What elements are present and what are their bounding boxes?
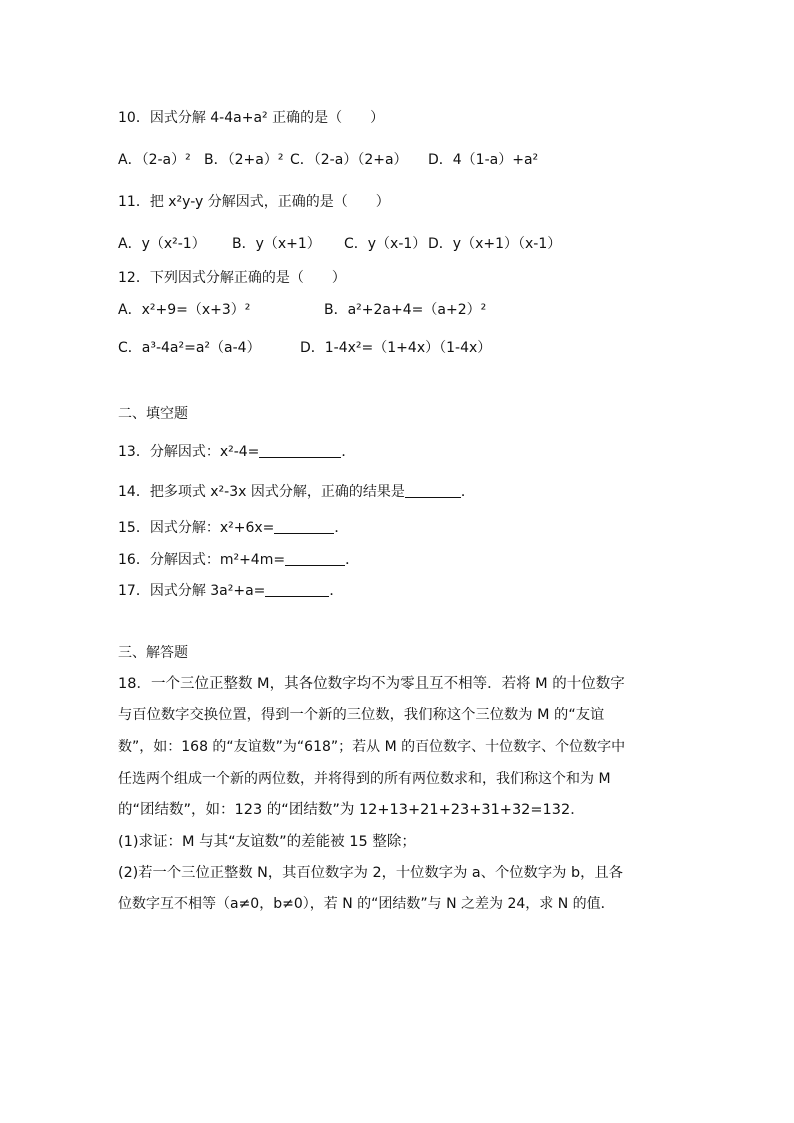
- question-18-line-5: 的“团结数”，如：123 的“团结数”为 12+13+21+23+31+32=132．: [118, 802, 585, 818]
- answer-blank: [285, 551, 345, 566]
- question-10-stem: 10．因式分解 4-4a+a² 正确的是（ ）: [118, 110, 385, 126]
- question-13-text: 13．分解因式：x²-4=: [118, 444, 260, 460]
- question-18-line-2: 与百位数字交换位置，得到一个新的三位数，我们称这个三位数为 M 的“友谊: [118, 707, 605, 723]
- question-18-line-3: 数”，如：168 的“友谊数”为“618”；若从 M 的百位数字、十位数字、个位数字中: [118, 739, 626, 755]
- question-14: [118, 482, 475, 502]
- question-10-option-d: D．4（1-a）+a²: [428, 152, 539, 168]
- question-15-end: ．: [334, 520, 349, 536]
- question-16: [118, 550, 359, 570]
- question-11-option-a: A．y（x²-1）: [118, 236, 206, 252]
- question-18-line-1: 18．一个三位正整数 M，其各位数字均不为零且互不相等．若将 M 的十位数字: [118, 676, 625, 692]
- question-14-text: 14．把多项式 x²-3x 因式分解，正确的结果是: [118, 484, 405, 500]
- question-15: [118, 518, 348, 538]
- question-11-option-d: D．y（x+1）（x-1）: [428, 236, 562, 252]
- question-14-end: ．: [460, 484, 475, 500]
- question-10-option-b: B．（2+a）²: [204, 152, 284, 168]
- section-3-title: 三、解答题: [118, 645, 188, 661]
- answer-blank: [265, 582, 329, 597]
- question-13: [118, 442, 355, 462]
- question-17-end: ．: [329, 583, 344, 599]
- question-16-end: ．: [345, 552, 360, 568]
- question-17: [118, 581, 343, 601]
- question-12-option-a: A．x²+9=（x+3）²: [118, 302, 251, 318]
- question-11-option-c: C．y（x-1）: [344, 236, 427, 252]
- answer-blank: [405, 483, 461, 498]
- question-18-part-2-line-1: (2)若一个三位正整数 N，其百位数字为 2，十位数字为 a、个位数字为 b，且各: [118, 865, 623, 881]
- answer-blank: [259, 443, 341, 458]
- question-18-line-4: 任选两个组成一个新的两位数，并将得到的所有两位数求和，我们称这个和为 M: [118, 771, 611, 787]
- question-12-option-d: D．1-4x²=（1+4x）（1-4x）: [300, 340, 492, 356]
- question-16-text: 16．分解因式：m²+4m=: [118, 552, 286, 568]
- question-12-option-b: B．a²+2a+4=（a+2）²: [324, 302, 487, 318]
- question-12-option-c: C．a³-4a²=a²（a-4）: [118, 340, 261, 356]
- answer-blank: [274, 519, 334, 534]
- question-17-text: 17．因式分解 3a²+a=: [118, 583, 266, 599]
- question-18-part-2-line-2: 位数字互不相等（a≠0，b≠0），若 N 的“团结数”与 N 之差为 24，求 N 的值．: [118, 896, 615, 912]
- question-10-option-a: A．（2-a）²: [118, 152, 191, 168]
- question-11-option-b: B．y（x+1）: [232, 236, 321, 252]
- question-15-text: 15．因式分解：x²+6x=: [118, 520, 275, 536]
- question-13-end: ．: [341, 444, 356, 460]
- question-18-part-1: (1)求证：M 与其“友谊数”的差能被 15 整除；: [118, 834, 416, 850]
- question-12-stem: 12．下列因式分解正确的是（ ）: [118, 270, 346, 286]
- question-10-option-c: C．（2-a）（2+a）: [290, 152, 408, 168]
- question-11-stem: 11．把 x²y-y 分解因式，正确的是（ ）: [118, 194, 390, 210]
- section-2-title: 二、填空题: [118, 406, 188, 422]
